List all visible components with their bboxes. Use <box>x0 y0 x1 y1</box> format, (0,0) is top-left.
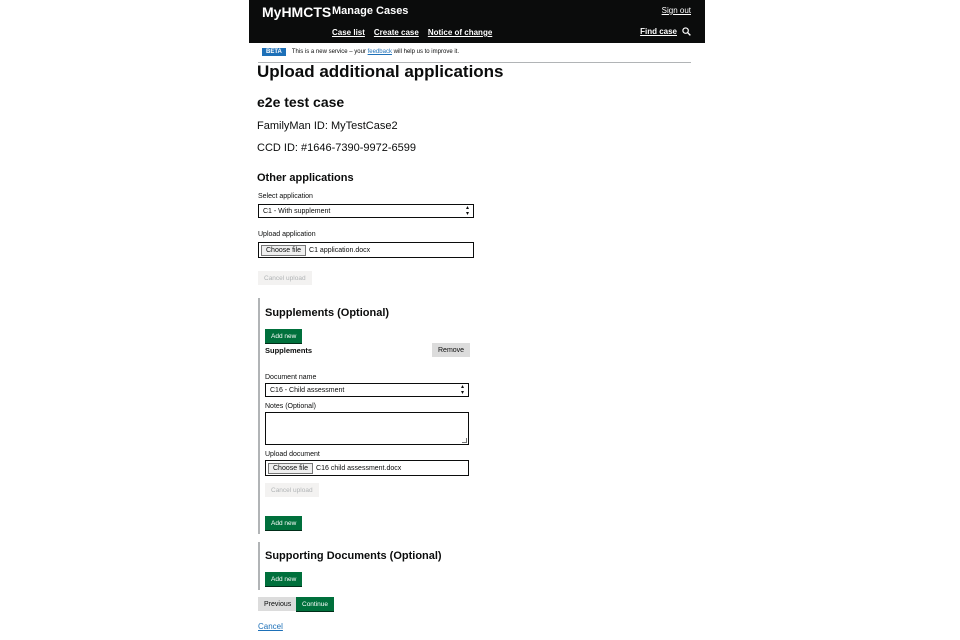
nav-case-list[interactable]: Case list <box>332 28 365 37</box>
uploaded-file-name: C1 application.docx <box>309 246 371 254</box>
beta-tag: BETA <box>262 48 286 56</box>
remove-supplement-button[interactable]: Remove <box>432 343 470 357</box>
page-title: Upload additional applications <box>257 62 504 81</box>
familyman-id: FamilyMan ID: MyTestCase2 <box>257 120 398 132</box>
select-application-value: C1 - With supplement <box>263 207 331 215</box>
feedback-link[interactable]: feedback <box>367 49 392 55</box>
search-icon <box>682 27 691 36</box>
nav-create-case[interactable]: Create case <box>373 28 419 37</box>
select-application-label: Select application <box>258 193 313 200</box>
select-application-dropdown[interactable] <box>258 204 474 218</box>
supporting-section-bar <box>258 542 260 590</box>
supplement-item-title: Supplements <box>265 346 313 355</box>
resize-handle-icon[interactable] <box>462 438 467 443</box>
continue-button[interactable]: Continue <box>296 597 334 611</box>
phase-banner <box>262 48 459 56</box>
add-new-supplement-bottom-button[interactable]: Add new <box>265 516 302 530</box>
choose-file-button[interactable]: Choose file <box>261 245 306 256</box>
select-arrows-icon: ▴ ▾ <box>460 384 464 396</box>
beta-text-before: This is a new service – your <box>291 49 366 55</box>
choose-file-button[interactable]: Choose file <box>268 463 313 474</box>
document-name-dropdown[interactable] <box>265 383 469 397</box>
cancel-link[interactable]: Cancel <box>258 622 283 631</box>
notes-textarea[interactable] <box>265 412 469 445</box>
add-new-supporting-button[interactable]: Add new <box>265 572 302 586</box>
upload-application-input[interactable] <box>258 242 474 258</box>
add-new-supplement-button[interactable]: Add new <box>265 329 302 343</box>
upload-document-input[interactable] <box>265 460 469 476</box>
previous-button[interactable]: Previous <box>258 597 297 611</box>
case-name: e2e test case <box>257 94 345 110</box>
cancel-document-upload-button[interactable]: Cancel upload <box>265 483 319 497</box>
cancel-upload-button[interactable]: Cancel upload <box>258 271 312 285</box>
document-name-value: C16 - Child assessment <box>270 386 345 394</box>
supplements-heading: Supplements (Optional) <box>265 307 390 319</box>
beta-text-after: will help us to improve it. <box>393 49 459 55</box>
document-name-label: Document name <box>265 374 317 381</box>
select-arrows-icon: ▴ ▾ <box>465 205 469 217</box>
notes-label: Notes (Optional) <box>265 403 316 410</box>
ccd-id: CCD ID: #1646-7390-9972-6599 <box>257 142 416 154</box>
sign-out-link[interactable]: Sign out <box>661 6 691 15</box>
find-case-label: Find case <box>640 27 677 36</box>
uploaded-document-name: C16 child assessment.docx <box>316 464 402 472</box>
upload-application-label: Upload application <box>258 231 316 238</box>
primary-nav <box>332 28 492 37</box>
brand-logo[interactable]: MyHMCTS <box>262 4 332 20</box>
supplements-section-bar <box>258 298 260 534</box>
upload-document-label: Upload document <box>265 451 320 458</box>
supporting-documents-heading: Supporting Documents (Optional) <box>265 550 442 562</box>
find-case-link[interactable] <box>640 27 691 36</box>
service-name[interactable]: Manage Cases <box>332 5 409 17</box>
nav-notice-of-change[interactable]: Notice of change <box>427 28 493 37</box>
other-applications-heading: Other applications <box>257 172 354 184</box>
site-header <box>249 0 705 43</box>
